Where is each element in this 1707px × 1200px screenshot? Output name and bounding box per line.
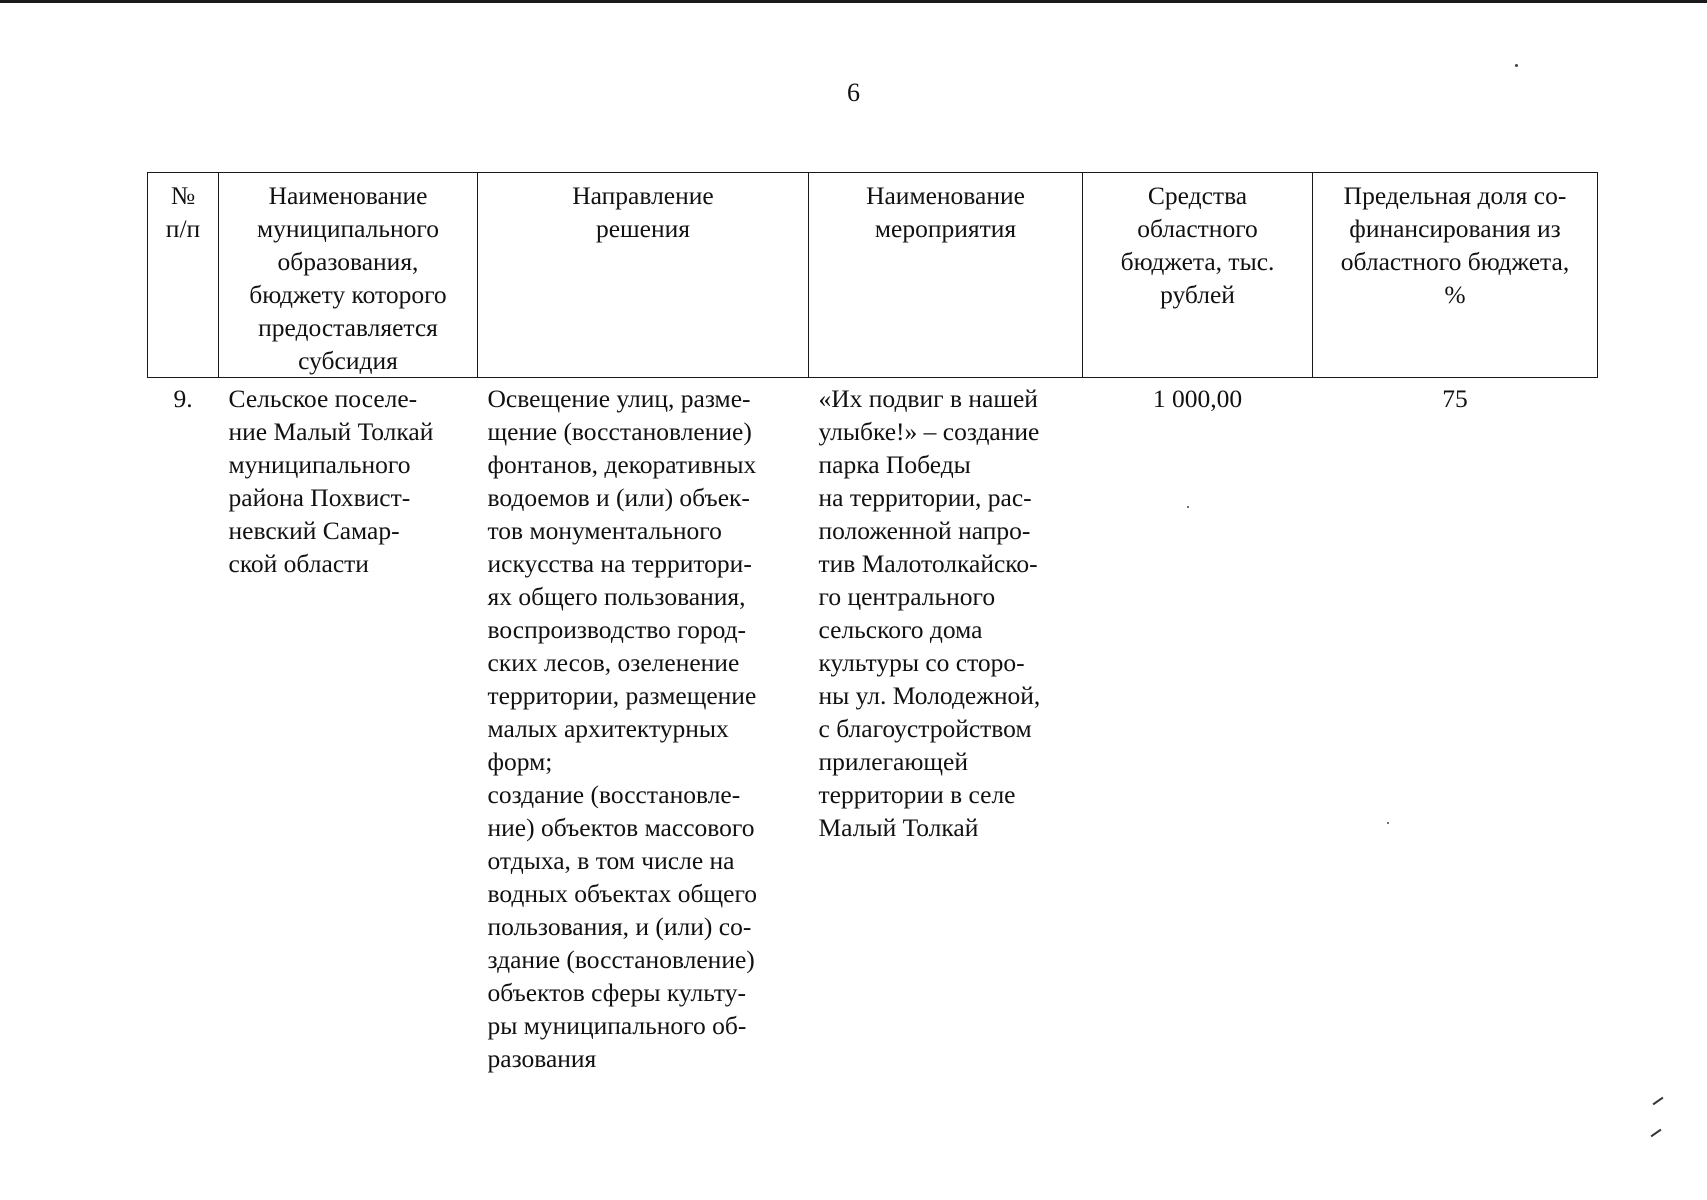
page-number: 6 — [847, 78, 860, 107]
scan-speck — [1187, 506, 1189, 508]
row-event: «Их подвиг в нашей улыбке!» – создание парка Победы на территории, рас- положенной напро- тив Малотолкайско- го центрального сельского дома культуры со сторо- ны ул. Молодежной, с благоустройством прилегающей территории в селе Малый Толкай — [818, 384, 1041, 842]
header-event: Наименование мероприятия — [809, 173, 1083, 378]
table-row — [148, 378, 1598, 1076]
row-municipality: Сельское поселе- ние Малый Толкай муниципального района Похвист- невский Самар- ской области — [228, 384, 434, 578]
header-direction: Направление решения — [478, 173, 809, 378]
row-share: 75 — [1442, 384, 1468, 413]
row-funds: 1 000,00 — [1152, 384, 1243, 413]
header-municipality: Наименование муниципального образования, бюджету которого предоставляется субсидия — [219, 173, 478, 378]
scan-top-edge — [0, 0, 1707, 3]
scan-edge-mark — [1651, 1129, 1662, 1138]
scan-edge-mark — [1653, 1097, 1664, 1106]
scan-speck — [1515, 64, 1518, 67]
header-funds: Средства областного бюджета, тыс. рублей — [1083, 173, 1313, 378]
row-number: 9. — [173, 384, 193, 413]
subsidy-table — [147, 172, 1598, 1075]
header-share: Предельная доля со- финансирования из областного бюджета, % — [1313, 173, 1598, 378]
table-header-row — [148, 173, 1598, 378]
row-direction: Освещение улиц, разме- щение (восстановление) фонтанов, декоративных водоемов и (или) объек- тов монументального искусства на территори- ях общего пользования, воспроизводство город- ских лесов, озеленение территории, размещение малых архитектурных форм; создание (восстановле- ние) объектов массового отдыха, в том числе на водных объектах общего пользования, и (или) со- здание (восстановление) объектов сферы культу- ры муниципального об- разования — [487, 384, 758, 1073]
scan-speck — [1387, 822, 1389, 824]
header-number: № п/п — [148, 173, 219, 378]
